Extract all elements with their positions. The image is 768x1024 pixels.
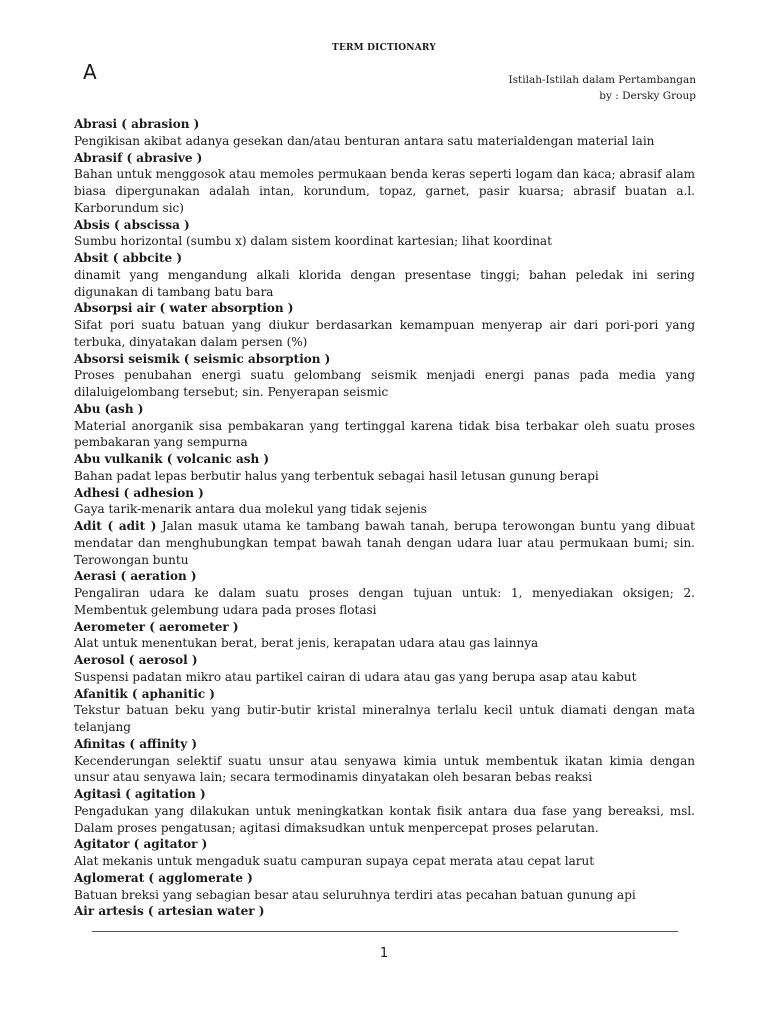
- entry-definition: Alat mekanis untuk mengaduk suatu campuran supaya cepat merata atau cepat larut: [74, 854, 595, 868]
- entry-definition: Batuan breksi yang sebagian besar atau seluruhnya terdiri atas pecahan batuan gunung api: [74, 887, 636, 902]
- entry-definition: Proses penubahan energi suatu gelombang seismik menjadi energi panas pada media yang dilaluigelombang tersebut; sin. Penyerapan seismic: [74, 368, 695, 399]
- entry-definition: [74, 518, 695, 568]
- entry-term: Aerosol ( aerosol ): [74, 653, 198, 667]
- entry-term: Air artesis ( artesian water ): [74, 904, 265, 919]
- entry-term: Abrasi ( abrasion ): [74, 117, 200, 131]
- entry-term: Afinitas ( affinity ): [74, 736, 198, 751]
- dictionary-entry: [74, 518, 695, 568]
- entry-definition: Alat untuk menentukan berat, berat jenis, kerapatan udara atau gas lainnya: [74, 636, 539, 651]
- dictionary-entry: [74, 300, 695, 350]
- entry-term: Aglomerat ( agglomerate ): [74, 870, 253, 885]
- subtitle-line-2: by : Dersky Group: [599, 90, 696, 102]
- dictionary-entry: [74, 116, 695, 150]
- footer-divider: [92, 931, 678, 932]
- document-title: TERM DICTIONARY: [332, 43, 436, 53]
- entry-term: Absit ( abbcite ): [74, 251, 183, 265]
- dictionary-entry: [74, 652, 695, 686]
- entry-definition: Tekstur batuan beku yang butir-butir kristal mineralnya terlalu kecil untuk diamati dengan mata telanjang: [74, 703, 695, 734]
- entry-definition: Bahan padat lepas berbutir halus yang terbentuk sebagai hasil letusan gunung berapi: [74, 468, 599, 483]
- entry-term: Adhesi ( adhesion ): [74, 485, 204, 500]
- entry-definition: Sumbu horizontal (sumbu x) dalam sistem koordinat kartesian; lihat koordinat: [74, 234, 552, 249]
- subtitle-line-1: Istilah-Istilah dalam Pertambangan: [508, 74, 696, 86]
- dictionary-entry: [74, 836, 695, 870]
- entry-term: Aerometer ( aerometer ): [74, 619, 239, 634]
- page-number: 1: [379, 946, 389, 961]
- entry-term: Adit ( adit ): [74, 519, 157, 533]
- dictionary-entry: [74, 686, 695, 736]
- entry-definition-text: Jalan masuk utama ke tambang bawah tanah, berupa terowongan buntu yang dibuat mendatar dan menghubungkan tempat bawah tanah dengan udara luar atau permukaan bumi; sin. Terowongan buntu: [74, 519, 695, 567]
- entry-term: Agitator ( agitator ): [74, 837, 208, 852]
- entry-term: Afanitik ( aphanitic ): [74, 686, 215, 701]
- entry-definition: Kecenderungan selektif suatu unsur atau senyawa kimia untuk membentuk ikatan kimia dengan unsur atau senyawa lain; secara termodinamis dinyatakan oleh besaran bebas reaksi: [74, 753, 695, 785]
- dictionary-entries: [74, 116, 695, 920]
- dictionary-entry: [74, 401, 695, 451]
- dictionary-entry: [74, 217, 695, 251]
- entry-definition: Pengaliran udara ke dalam suatu proses dengan tujuan untuk: 1, menyediakan oksigen; 2. Membentuk gelembung udara pada proses flotasi: [74, 586, 695, 617]
- dictionary-entry: [74, 568, 695, 618]
- document-subtitle: [508, 72, 696, 104]
- entry-term: Abrasif ( abrasive ): [74, 150, 203, 165]
- entry-term: Absis ( abscissa ): [74, 217, 190, 232]
- dictionary-entry: [74, 903, 695, 920]
- entry-definition: dinamit yang mengandung alkali klorida dengan presentase tinggi; bahan peledak ini sering digunakan di tambang batu bara: [74, 267, 695, 299]
- section-letter: A: [83, 60, 97, 84]
- entry-term: Abu (ash ): [74, 401, 144, 416]
- entry-term: Aerasi ( aeration ): [74, 569, 197, 584]
- entry-definition: Suspensi padatan mikro atau partikel cairan di udara atau gas yang berupa asap atau kabut: [74, 669, 637, 684]
- dictionary-entry: [74, 451, 695, 485]
- dictionary-entry: [74, 736, 695, 786]
- entry-definition: Pengikisan akibat adanya gesekan dan/atau benturan antara satu materialdengan material lain: [74, 133, 655, 148]
- entry-term: Abu vulkanik ( volcanic ash ): [74, 452, 270, 466]
- entry-term: Absorpsi air ( water absorption ): [74, 301, 294, 316]
- dictionary-entry: [74, 485, 695, 519]
- entry-definition: Sifat pori suatu batuan yang diukur berdasarkan kemampuan menyerap air dari pori-pori yang terbuka, dinyatakan dalam persen (%): [74, 318, 695, 349]
- dictionary-entry: [74, 619, 695, 653]
- entry-definition: Bahan untuk menggosok atau memoles permukaan benda keras seperti logam dan kaca; abrasif alam biasa dipergunakan adalah intan, korundum, topaz, garnet, pasir kuarsa; abrasif buatan a.l. Karborundum sic): [74, 167, 695, 215]
- entry-definition: Gaya tarik-menarik antara dua molekul yang tidak sejenis: [74, 502, 427, 517]
- dictionary-entry: [74, 250, 695, 300]
- entry-definition: Material anorganik sisa pembakaran yang tertinggal karena tidak bisa terbakar oleh suatu proses pembakaran yang sempurna: [74, 418, 695, 450]
- entry-term: Absorsi seismik ( seismic absorption ): [74, 351, 331, 366]
- dictionary-entry: [74, 786, 695, 836]
- entry-definition: Pengadukan yang dilakukan untuk meningkatkan kontak fisik antara dua fase yang bereaksi, msl. Dalam proses pengatusan; agitasi dimaksudkan untuk menpercepat proses pelarutan.: [74, 803, 695, 835]
- dictionary-entry: [74, 150, 695, 217]
- entry-term: Agitasi ( agitation ): [74, 787, 206, 801]
- dictionary-entry: [74, 870, 695, 904]
- dictionary-entry: [74, 351, 695, 401]
